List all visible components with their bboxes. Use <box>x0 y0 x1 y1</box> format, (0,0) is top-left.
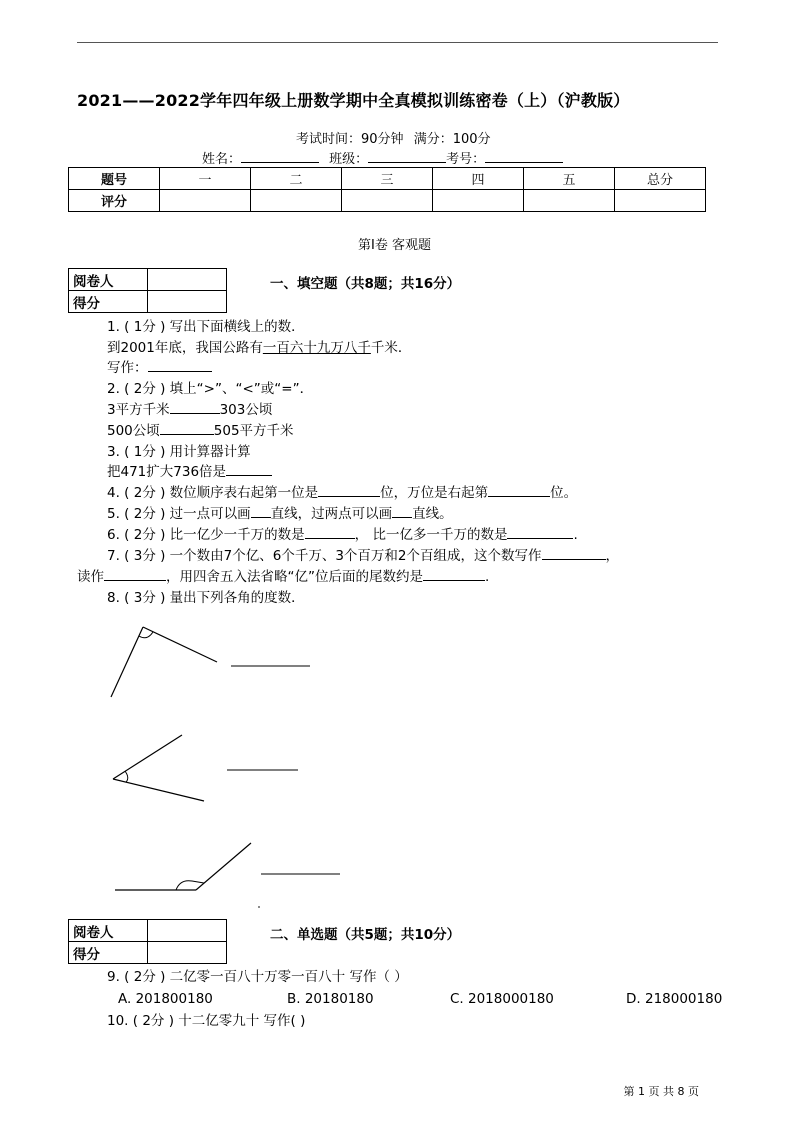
q7-line2 <box>77 568 489 586</box>
q7-blank-2[interactable] <box>104 568 166 581</box>
q6-text-a: 6. ( 2分 ) 比一亿少一千万的数是 <box>107 527 305 543</box>
q7-text-b: ， <box>605 548 620 564</box>
score-table-header-row <box>69 168 706 190</box>
q9-head: 9. ( 2分 ) 二亿零一百八十万零一百八十 写作（ ） <box>107 969 408 985</box>
q2-item-a <box>107 401 272 419</box>
class-label: 班级： <box>329 152 369 167</box>
score-row-label: 评分 <box>69 190 160 212</box>
q2-b-left: 500公顷 <box>107 423 160 439</box>
score-table-row <box>69 190 706 212</box>
score-table <box>68 167 706 212</box>
angle-1 <box>111 627 217 697</box>
q6-text-c: . <box>573 527 578 543</box>
q9-option-d[interactable]: D. 218000180 <box>626 991 723 1007</box>
q7-text-e: . <box>485 569 490 585</box>
grader-score-cell[interactable] <box>148 942 227 964</box>
class-field[interactable] <box>368 150 446 163</box>
grader-reader-label: 阅卷人 <box>69 269 148 291</box>
score-cell[interactable] <box>524 190 615 212</box>
angle-3 <box>115 843 251 890</box>
q2-a-left: 3平方千米 <box>107 402 170 418</box>
q2-head: 2. ( 2分 ) 填上“>”、“<”或“=”． <box>107 381 314 397</box>
q5-text-b: 直线，过两点可以画 <box>270 506 393 522</box>
q7-text-c: 读作 <box>77 569 104 585</box>
q5-blank-1[interactable] <box>251 505 271 518</box>
page-footer: 第 1 页 共 8 页 <box>623 1085 699 1098</box>
volume-title: 第Ⅰ卷 客观题 <box>358 238 431 253</box>
section-2-title: 二、单选题（共5题；共10分） <box>270 927 461 943</box>
score-cell[interactable] <box>615 190 706 212</box>
q1-line2 <box>107 339 411 357</box>
q7-blank-1[interactable] <box>542 547 606 560</box>
q4-blank-2[interactable] <box>488 484 550 497</box>
q3-text: 把471扩大736倍是 <box>107 464 227 480</box>
q4 <box>107 484 577 502</box>
q7-text-a: 7. ( 3分 ) 一个数由7个亿、6个千万、3个百万和2个百组成，这个数写作 <box>107 548 542 564</box>
q5-text-a: 5. ( 2分 ) 过一点可以画 <box>107 506 251 522</box>
grader-score-cell[interactable] <box>148 291 227 313</box>
q3-line2 <box>107 463 272 481</box>
q1-head: 1. ( 1分 ) 写出下面横线上的数． <box>107 319 305 335</box>
score-cell[interactable] <box>251 190 342 212</box>
score-header-cell: 题号 <box>69 168 160 190</box>
q6 <box>107 526 578 544</box>
q1-write-label: 写作： <box>107 360 148 376</box>
q8-head: 8. ( 3分 ) 量出下列各角的度数． <box>107 590 305 606</box>
exam-time: 考试时间：90分钟 <box>296 132 404 147</box>
q1-text: 到2001年底，我国公路有 <box>107 340 263 356</box>
score-header-cell: 二 <box>251 168 342 190</box>
q1-underlined-number: 一百六十九万八千 <box>262 340 371 356</box>
q9-option-a[interactable]: A. 201800180 <box>118 991 213 1007</box>
section-1-title: 一、填空题（共8题；共16分） <box>270 276 461 292</box>
q5-blank-2[interactable] <box>392 505 412 518</box>
score-cell[interactable] <box>433 190 524 212</box>
q6-text-b: ， 比一亿多一千万的数是 <box>354 527 508 543</box>
q1-text-end: 千米． <box>370 340 412 356</box>
q3-answer-blank[interactable] <box>226 463 272 476</box>
q5 <box>107 505 453 523</box>
grader-score-label: 得分 <box>69 291 148 313</box>
q4-text-a: 4. ( 2分 ) 数位顺序表右起第一位是 <box>107 485 319 501</box>
q7-text-d: ，用四舍五入法省略“亿”位后面的尾数约是 <box>166 569 423 585</box>
grader-reader-label: 阅卷人 <box>69 920 148 942</box>
score-header-cell: 五 <box>524 168 615 190</box>
q10-head: 10. ( 2分 ) 十二亿零九十 写作( ) <box>107 1013 306 1029</box>
q9-option-b[interactable]: B. 20180180 <box>287 991 374 1007</box>
q1-answer-blank[interactable] <box>148 359 212 372</box>
q4-blank-1[interactable] <box>318 484 380 497</box>
q6-blank-2[interactable] <box>507 526 573 539</box>
grader-box-2 <box>68 919 227 964</box>
score-header-cell: 总分 <box>615 168 706 190</box>
q4-text-b: 位，万位是右起第 <box>380 485 489 501</box>
q9-option-c[interactable]: C. 2018000180 <box>450 991 554 1007</box>
score-cell[interactable] <box>342 190 433 212</box>
grader-reader-cell[interactable] <box>148 920 227 942</box>
page-title: 2021——2022学年四年级上册数学期中全真模拟训练密卷（上）（沪教版） <box>77 91 630 110</box>
q4-text-c: 位。 <box>550 485 578 501</box>
name-label: 姓名： <box>202 152 242 167</box>
q7-blank-3[interactable] <box>423 568 485 581</box>
score-header-cell: 一 <box>160 168 251 190</box>
score-cell[interactable] <box>160 190 251 212</box>
q2-a-right: 303公顷 <box>219 402 273 418</box>
full-score: 满分：100分 <box>413 132 491 147</box>
q7-line1 <box>107 547 619 565</box>
student-info-line <box>202 148 563 167</box>
q3-head: 3. ( 1分 ) 用计算器计算 <box>107 444 251 460</box>
q2-item-b <box>107 422 294 440</box>
grader-box-1 <box>68 268 227 313</box>
top-rule <box>77 42 718 43</box>
grader-reader-cell[interactable] <box>148 269 227 291</box>
q6-blank-1[interactable] <box>305 526 355 539</box>
exam-time-line <box>296 128 491 147</box>
grader-score-label: 得分 <box>69 942 148 964</box>
q2-a-blank[interactable] <box>170 401 220 414</box>
angle-2 <box>113 735 204 801</box>
stray-mark <box>258 906 260 908</box>
q5-text-c: 直线。 <box>412 506 453 522</box>
q2-b-blank[interactable] <box>160 422 214 435</box>
score-header-cell: 四 <box>433 168 524 190</box>
angle-figures <box>100 615 360 915</box>
q2-b-right: 505平方千米 <box>213 423 294 439</box>
name-field[interactable] <box>241 150 319 163</box>
id-field[interactable] <box>485 150 563 163</box>
score-header-cell: 三 <box>342 168 433 190</box>
q1-line3 <box>107 359 212 377</box>
id-label: 考号： <box>446 152 486 167</box>
